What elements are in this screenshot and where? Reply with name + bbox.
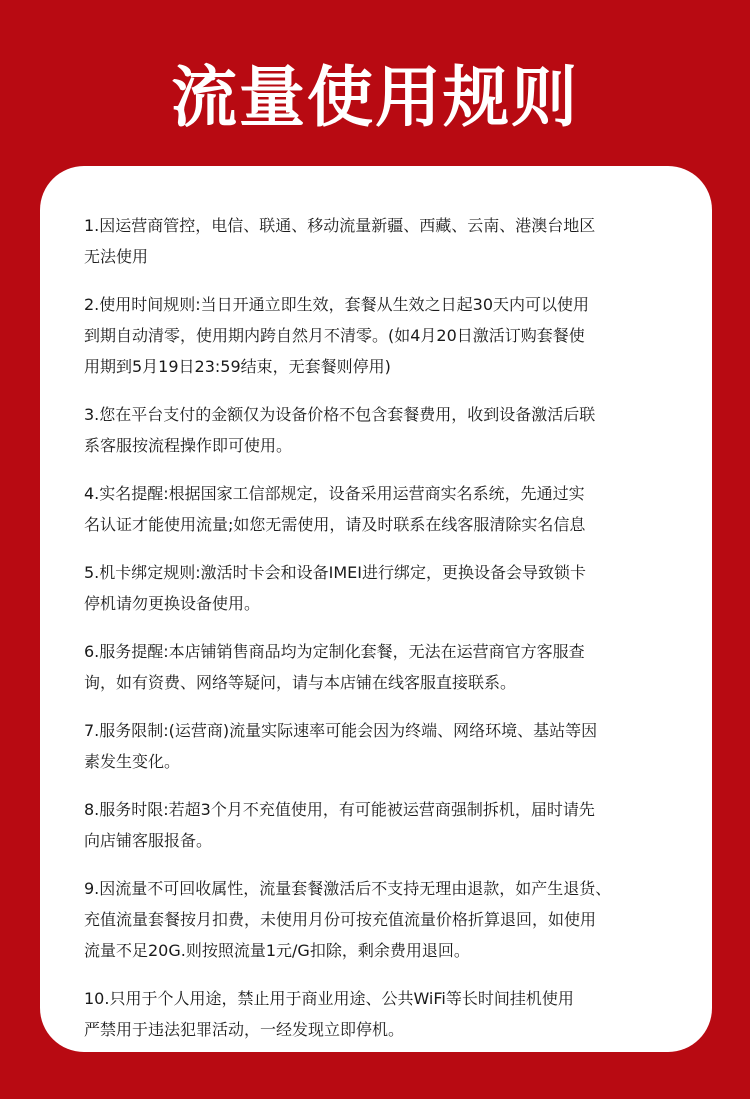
rule-item-5 (84, 557, 674, 619)
rule-line: 5.机卡绑定规则:激活时卡会和设备IMEI进行绑定，更换设备会导致锁卡 (84, 563, 587, 582)
rules-list (84, 210, 674, 1062)
rule-line: 4.实名提醒:根据国家工信部规定，设备采用运营商实名系统，先通过实 (84, 484, 585, 503)
rule-line: 2.使用时间规则:当日开通立即生效，套餐从生效之日起30天内可以使用 (84, 295, 590, 314)
rule-line: 名认证才能使用流量;如您无需使用，请及时联系在线客服清除实名信息 (84, 515, 586, 534)
rule-line: 10.只用于个人用途，禁止用于商业用途、公共WiFi等长时间挂机使用 (84, 989, 574, 1008)
rule-item-9 (84, 873, 674, 966)
rule-line: 无法使用 (84, 247, 149, 266)
rule-line: 6.服务提醒:本店铺销售商品均为定制化套餐，无法在运营商官方客服查 (84, 642, 585, 661)
rule-line: 素发生变化。 (84, 752, 181, 771)
rule-item-8 (84, 794, 674, 856)
rule-line: 用期到5月19日23:59结束，无套餐则停用) (84, 357, 391, 376)
rule-line: 3.您在平台支付的金额仅为设备价格不包含套餐费用，收到设备激活后联 (84, 405, 596, 424)
rule-line: 流量不足20G.则按照流量1元/G扣除，剩余费用退回。 (84, 941, 470, 960)
rule-line: 严禁用于违法犯罪活动，一经发现立即停机。 (84, 1020, 405, 1039)
rule-item-7 (84, 715, 674, 777)
rule-line: 1.因运营商管控，电信、联通、移动流量新疆、西藏、云南、港澳台地区 (84, 216, 596, 235)
rule-line: 系客服按流程操作即可使用。 (84, 436, 293, 455)
rule-item-10 (84, 983, 674, 1045)
rule-item-1 (84, 210, 674, 272)
rules-card (40, 166, 712, 1052)
rule-line: 询，如有资费、网络等疑问，请与本店铺在线客服直接联系。 (84, 673, 517, 692)
rule-item-2 (84, 289, 674, 382)
rule-line: 停机请勿更换设备使用。 (84, 594, 261, 613)
rule-item-3 (84, 399, 674, 461)
page-title: 流量使用规则 (171, 59, 579, 136)
rule-line: 7.服务限制:(运营商)流量实际速率可能会因为终端、网络环境、基站等因 (84, 721, 598, 740)
rule-line: 到期自动清零，使用期内跨自然月不清零。(如4月20日激活订购套餐使 (84, 326, 585, 345)
rule-item-6 (84, 636, 674, 698)
rule-line: 8.服务时限:若超3个月不充值使用，有可能被运营商强制拆机，届时请先 (84, 800, 595, 819)
rule-line: 充值流量套餐按月扣费，未使用月份可按充值流量价格折算退回，如使用 (84, 910, 597, 929)
rule-line: 向店铺客服报备。 (84, 831, 213, 850)
rule-item-4 (84, 478, 674, 540)
rule-line: 9.因流量不可回收属性，流量套餐激活后不支持无理由退款，如产生退货、 (84, 879, 612, 898)
